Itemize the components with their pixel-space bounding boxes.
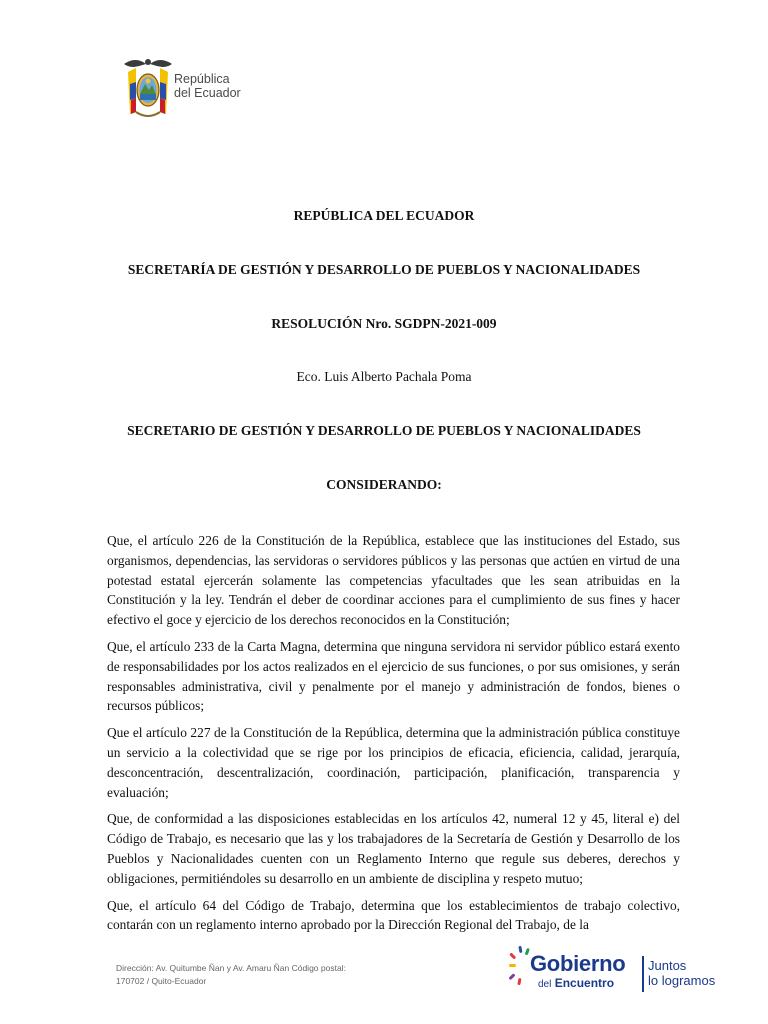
logo-line-2: del Ecuador: [174, 86, 241, 100]
paragraph: Que el artículo 227 de la Constitución de la República, determina que la administración pública constituye un servicio a la colectividad que se rige por los principios de eficacia, eficiencia, calidad, jerarquía, desconcentración, descentralización, coordinación, participación, planificación, transparencia y evaluación;: [107, 725, 680, 800]
republica-ecuador-logo: [122, 54, 262, 120]
gobierno-wordmark: Gobierno: [530, 951, 626, 976]
footer-address: [116, 962, 396, 988]
gobierno-encuentro-logo: [508, 938, 738, 998]
encuentro-wordmark: del Encuentro: [538, 976, 615, 990]
paragraph: Que, el artículo 226 de la Constitución de la República, establece que las instituciones del Estado, sus organismos, dependencias, las servidoras o servidores públicos y las personas que actúen en virtud de una potestad estatal ejercerán solamente las competencias yfacultades que les sean atribuidas en la Constitución y la ley. Tendrán el deber de coordinar acciones para el cumplimiento de sus fines y hacer efectivo el goce y ejercicio de los derechos reconocidos en la Constitución;: [107, 533, 680, 628]
slogan-line-1: Juntos: [648, 958, 687, 973]
paragraph: Que, el artículo 233 de la Carta Magna, determina que ninguna servidora ni servidor público estará exento de responsabilidades por los actos realizados en el ejercicio de sus funciones, o por sus omisiones, y serán responsables administrativa, civil y penalmente por el manejo y administración de fondos, bienes o recursos públicos;: [107, 638, 680, 714]
logo-line-1: República: [174, 72, 230, 86]
considering-heading: CONSIDERANDO:: [326, 477, 442, 492]
signatory-name: Eco. Luis Alberto Pachala Poma: [296, 369, 472, 384]
address-line-2: 170702 / Quito-Ecuador: [116, 976, 207, 986]
paragraph: Que, de conformidad a las disposiciones establecidas en los artículos 42, numeral 12 y 45, literal e) del Código de Trabajo, es necesario que las y los trabajadores de la Secretaría de Gestión y Desarrollo de los Pueblos y Nacionalidades cuenten con un Reglamento Interno que regule sus deberes, derechos y obligaciones, permitiéndoles su desarrollo en un ambiente de disciplina y respeto mutuo;: [107, 811, 680, 886]
slogan: [648, 958, 715, 988]
country-title: REPÚBLICA DEL ECUADOR: [293, 208, 475, 223]
address-line-1: Dirección: Av. Quitumbe Ñan y Av. Amaru Ñan Código postal:: [116, 963, 346, 973]
slogan-line-2: lo logramos: [648, 973, 716, 988]
paragraph: Que, el artículo 64 del Código de Trabajo, determina que los establecimientos de trabajo colectivo, contarán con un reglamento interno aprobado por la Dirección Regional del Trabajo, de la: [107, 897, 680, 933]
secretariat-title: SECRETARÍA DE GESTIÓN Y DESARROLLO DE PUEBLOS Y NACIONALIDADES: [127, 262, 641, 277]
coat-of-arms-icon: [122, 54, 174, 120]
logo-divider: [642, 956, 644, 992]
position-title: SECRETARIO DE GESTIÓN Y DESARROLLO DE PUEBLOS Y NACIONALIDADES: [127, 423, 641, 438]
logo-text: [174, 72, 241, 100]
resolution-number: RESOLUCIÓN Nro. SGDPN-2021-009: [271, 316, 497, 331]
document-body: [107, 531, 680, 936]
